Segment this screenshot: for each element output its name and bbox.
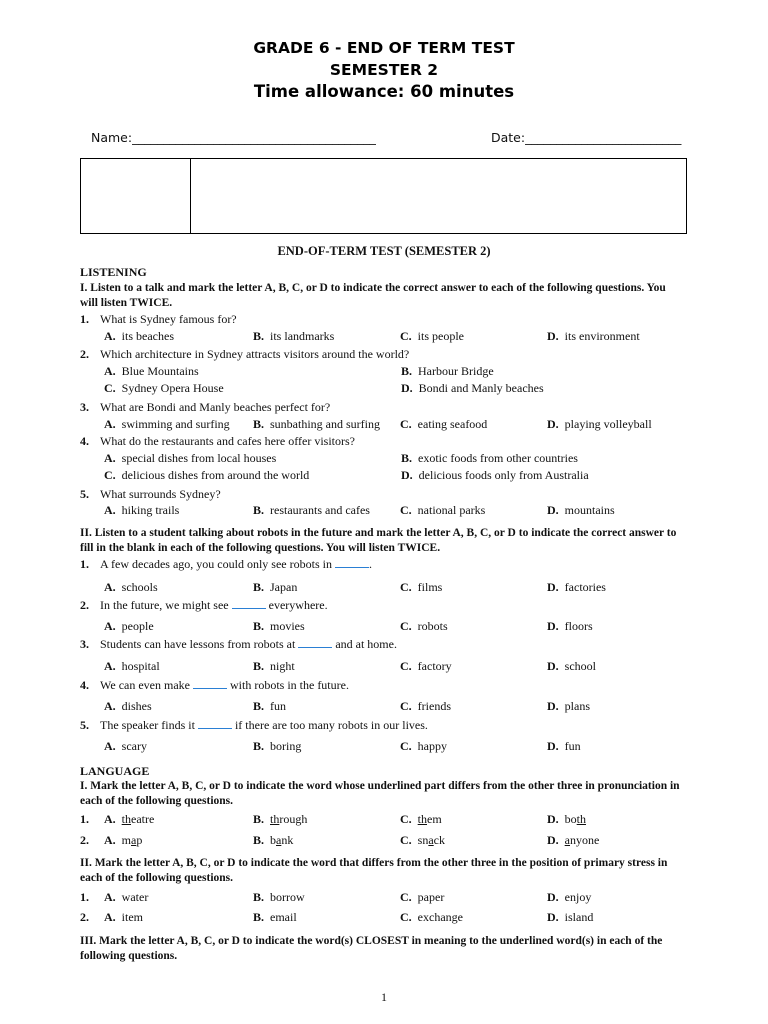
option-a[interactable]: A. its beaches [104, 329, 174, 343]
option-b[interactable]: B. borrow [253, 890, 305, 904]
option-a[interactable]: A. scary [104, 739, 147, 753]
option-c[interactable]: C. snack [400, 833, 445, 847]
question: 3. Students can have lessons from robots at and at home. [80, 637, 397, 651]
option-a[interactable]: A. people [104, 619, 154, 633]
question-number: 3. [80, 400, 89, 414]
question [80, 833, 100, 848]
option-d[interactable]: D. mountains [547, 503, 615, 517]
option-c[interactable]: C. them [400, 812, 442, 826]
option-c[interactable]: C. factory [400, 659, 452, 673]
page-number: 1 [381, 990, 387, 1004]
option-b[interactable]: B. night [253, 659, 295, 673]
question [80, 312, 237, 327]
marks-box [80, 158, 687, 234]
option-d[interactable]: D. enjoy [547, 890, 592, 904]
option-d[interactable]: D. playing volleyball [547, 417, 652, 431]
language-part1-instruction: I. Mark the letter A, B, C, or D to indicate the word whose underlined part differs from the other three in pronunciation in each of the following questions. [80, 780, 680, 807]
option-c[interactable]: C. robots [400, 619, 448, 633]
option-b[interactable]: B. bank [253, 833, 294, 847]
listening-part2-instruction: II. Listen to a student talking about robots in the future and mark the letter A, B, C, or D to indicate the correct answer to fill in the blank in each of the following questions. You will listen TWICE. [80, 527, 677, 554]
answer-blank[interactable] [232, 598, 266, 609]
option-c[interactable]: C. delicious dishes from around the world [104, 468, 310, 482]
option-c[interactable]: C. eating seafood [400, 417, 488, 431]
question-number: 5. [80, 718, 89, 732]
option-a[interactable]: A. theatre [104, 812, 155, 826]
option-b[interactable]: B. fun [253, 699, 287, 713]
option-c[interactable]: C. Sydney Opera House [104, 381, 224, 395]
option-d[interactable]: D. school [547, 659, 597, 673]
time-allowance: Time allowance: 60 minutes [253, 82, 515, 101]
section-title: END-OF-TERM TEST (SEMESTER 2) [277, 244, 491, 258]
answer-blank[interactable] [198, 718, 232, 729]
question-number: 2. [80, 833, 89, 847]
marks-box-divider [190, 159, 191, 233]
question [80, 347, 409, 362]
question-number: 4. [80, 434, 89, 448]
option-a[interactable]: A. Blue Mountains [104, 364, 199, 378]
name-field[interactable]: Name:_______________________________________ [91, 130, 376, 145]
option-d[interactable]: D. plans [547, 699, 591, 713]
option-d[interactable]: D. anyone [547, 833, 600, 847]
option-c[interactable]: C. friends [400, 699, 451, 713]
option-a[interactable]: A. schools [104, 580, 158, 594]
option-a[interactable]: A. hiking trails [104, 503, 180, 517]
answer-blank[interactable] [193, 678, 227, 689]
question-text: What surrounds Sydney? [100, 487, 221, 501]
option-a[interactable]: A. hospital [104, 659, 160, 673]
option-d[interactable]: D. delicious foods only from Australia [401, 468, 589, 482]
option-c[interactable]: C. paper [400, 890, 445, 904]
question-number: 1. [80, 557, 89, 571]
question [80, 812, 100, 827]
answer-blank[interactable] [298, 637, 332, 648]
option-d[interactable]: D. both [547, 812, 587, 826]
option-b[interactable]: B. exotic foods from other countries [401, 451, 578, 465]
option-d[interactable]: D. Bondi and Manly beaches [401, 381, 544, 395]
option-d[interactable]: D. factories [547, 580, 606, 594]
option-c[interactable]: C. exchange [400, 910, 463, 924]
option-a[interactable]: A. item [104, 910, 143, 924]
question-number: 5. [80, 487, 89, 501]
test-title-line1: GRADE 6 - END OF TERM TEST [253, 39, 515, 57]
option-b[interactable]: B. movies [253, 619, 305, 633]
option-d[interactable]: D. island [547, 910, 594, 924]
option-a[interactable]: A. dishes [104, 699, 152, 713]
question-text: What do the restaurants and cafes here offer visitors? [100, 434, 356, 448]
question [80, 400, 330, 415]
option-d[interactable]: D. fun [547, 739, 581, 753]
answer-blank[interactable] [335, 557, 369, 568]
question-text: Which architecture in Sydney attracts visitors around the world? [100, 347, 410, 361]
option-a[interactable]: A. water [104, 890, 149, 904]
test-title-line2: SEMESTER 2 [329, 61, 439, 79]
question-number: 1. [80, 890, 89, 904]
option-b[interactable]: B. sunbathing and surfing [253, 417, 381, 431]
question: 2. In the future, we might see everywhere. [80, 598, 328, 612]
option-c[interactable]: C. films [400, 580, 443, 594]
option-b[interactable]: B. boring [253, 739, 302, 753]
question-number: 2. [80, 598, 89, 612]
question [80, 890, 100, 905]
option-c[interactable]: C. happy [400, 739, 447, 753]
question-text: What are Bondi and Manly beaches perfect for? [100, 400, 331, 414]
option-b[interactable]: B. Harbour Bridge [401, 364, 494, 378]
option-a[interactable]: A. special dishes from local houses [104, 451, 277, 465]
option-b[interactable]: B. Japan [253, 580, 298, 594]
question-number: 1. [80, 812, 89, 826]
option-b[interactable]: B. its landmarks [253, 329, 335, 343]
option-c[interactable]: C. its people [400, 329, 464, 343]
question-text: What is Sydney famous for? [100, 312, 237, 326]
question-number: 2. [80, 910, 89, 924]
question: 4. We can even make with robots in the future. [80, 678, 349, 692]
question-number: 2. [80, 347, 89, 361]
question-number: 3. [80, 637, 89, 651]
option-d[interactable]: D. floors [547, 619, 593, 633]
option-a[interactable]: A. map [104, 833, 143, 847]
listening-part1-instruction: I. Listen to a talk and mark the letter A, B, C, or D to indicate the correct answer to each of the following questions. You will listen TWICE. [80, 282, 666, 309]
question [80, 434, 355, 449]
option-d[interactable]: D. its environment [547, 329, 640, 343]
question: 5. The speaker finds it if there are too many robots in our lives. [80, 718, 428, 732]
language-heading: LANGUAGE [80, 764, 150, 778]
option-b[interactable]: B. through [253, 812, 308, 826]
language-part3-instruction: III. Mark the letter A, B, C, or D to indicate the word(s) CLOSEST in meaning to the underlined word(s) in each of the following questions. [80, 935, 663, 962]
option-b[interactable]: B. restaurants and cafes [253, 503, 370, 517]
option-a[interactable]: A. swimming and surfing [104, 417, 230, 431]
question-number: 4. [80, 678, 89, 692]
question [80, 910, 100, 925]
language-part2-instruction: II. Mark the letter A, B, C, or D to indicate the word that differs from the other three in the position of primary stress in each of the following questions. [80, 857, 668, 884]
option-c[interactable]: C. national parks [400, 503, 486, 517]
question: 1. A few decades ago, you could only see robots in . [80, 557, 372, 571]
option-b[interactable]: B. email [253, 910, 297, 924]
question-number: 1. [80, 312, 89, 326]
question [80, 487, 221, 502]
date-field[interactable]: Date:_________________________ [491, 130, 682, 145]
listening-heading: LISTENING [80, 265, 147, 279]
